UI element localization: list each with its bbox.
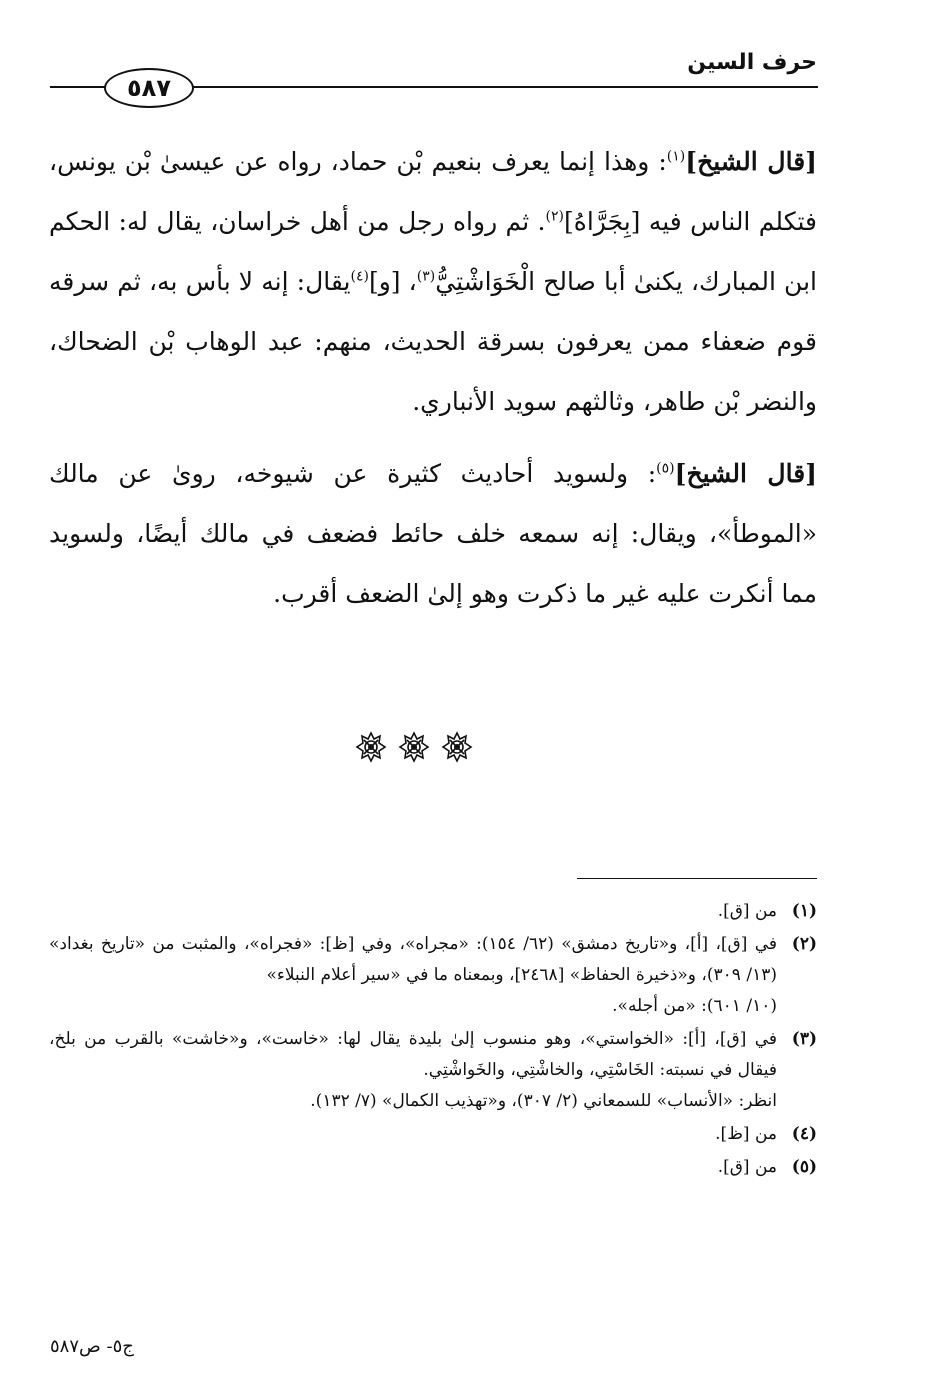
paragraph-1 <box>49 132 817 432</box>
footnote-number: (٢) <box>791 934 817 954</box>
footnote-text: في [ق]، [أ]، و«تاريخ دمشق» (٦٢/ ١٥٤): «مجراه»، وفي [ظ]: «فجراه»، والمثبت من «تاريخ بغداد» (١٣/ ٣٠٩)، و«ذخيرة الحفاظ» [٢٤٦٨]، وبمعناه ما في «سير أعلام النبلاء» <box>49 934 777 985</box>
footnote-3 <box>49 1024 817 1117</box>
footnote-body <box>49 896 777 927</box>
footnotes <box>49 896 817 1185</box>
footnote-4 <box>49 1119 817 1150</box>
rosette-ornament-icon <box>397 730 431 764</box>
paragraph-text: ، [و] <box>368 267 417 296</box>
section-ornaments <box>354 730 474 764</box>
footnote-text: من [ق]. <box>717 1157 777 1177</box>
paragraph-text: : ولسويد أحاديث كثيرة عن شيوخه، روىٰ عن مالك «الموطأ»، ويقال: إنه سمعه خلف حائط فضعف في مالك أيضًا، ولسويد مما أنكرت عليه غير ما ذكرت وهو إلىٰ الضعف أقرب. <box>49 459 817 608</box>
footnote-5 <box>49 1152 817 1183</box>
volume-page-signature: ج٥- ص٥٨٧ <box>50 1336 134 1357</box>
running-header-title: حرف السين <box>687 50 817 75</box>
footnote-text: من [ظ]. <box>715 1124 777 1144</box>
rosette-ornament-icon <box>354 730 388 764</box>
speaker-label: [قال الشيخ] <box>674 459 817 488</box>
footnote-2 <box>49 929 817 1022</box>
page-number-badge: ٥٨٧ <box>104 68 194 108</box>
footnote-body <box>49 1119 777 1150</box>
footnote-1 <box>49 896 817 927</box>
footnote-body <box>49 1152 777 1183</box>
paragraph-text: : وهذا إنما يعرف بنعيم بْن حماد، رواه عن عيسىٰ بْن يونس، فتكلم الناس فيه [بِجَرَّاهُ] <box>49 147 818 236</box>
speaker-label: [قال الشيخ] <box>685 147 817 176</box>
footnote-body <box>49 929 777 1022</box>
footnote-text: من [ق]. <box>717 901 777 921</box>
footnote-text: (١٠/ ٦٠١): «من أجله». <box>612 996 777 1016</box>
footnote-text: في [ق]، [أ]: «الخواستي»، وهو منسوب إلىٰ بليدة يقال لها: «خاست»، و«خاشت» بالقرب من بلخ، فيقال في نسبته: الخَاسْتِي، والخاشْتِي، والخَواشْتِي. <box>49 1029 777 1080</box>
footnote-number: (١) <box>791 901 817 921</box>
footnote-ref: (٣) <box>416 268 436 285</box>
footnote-text: انظر: «الأنساب» للسمعاني (٢/ ٣٠٧)، و«تهذيب الكمال» (٧/ ١٣٢). <box>310 1091 777 1111</box>
footnote-body <box>49 1024 777 1117</box>
footnote-ref: (٥) <box>656 460 675 477</box>
footnote-ref: (١) <box>666 148 686 165</box>
paragraph-2 <box>49 444 817 624</box>
footnote-number: (٣) <box>791 1029 817 1049</box>
footnote-separator <box>577 878 817 879</box>
rosette-ornament-icon <box>440 730 474 764</box>
main-text <box>49 132 817 636</box>
footnote-number: (٥) <box>791 1157 817 1177</box>
footnote-ref: (٤) <box>350 268 369 285</box>
paragraph-text: . ثم رواه رجل من أهل خراسان، يقال له: الحكم ابن المبارك، يكنىٰ أبا صالح الْخَوَاشْتِيُّ <box>49 207 817 296</box>
paragraph-text: يقال: إنه لا بأس به، ثم سرقه قوم ضعفاء ممن يعرفون بسرقة الحديث، منهم: عبد الوهاب بْن الضحاك، والنضر بْن طاهر، وثالثهم سويد الأنباري. <box>49 267 817 416</box>
footnote-ref: (٢) <box>545 208 564 225</box>
footnote-number: (٤) <box>791 1124 817 1144</box>
